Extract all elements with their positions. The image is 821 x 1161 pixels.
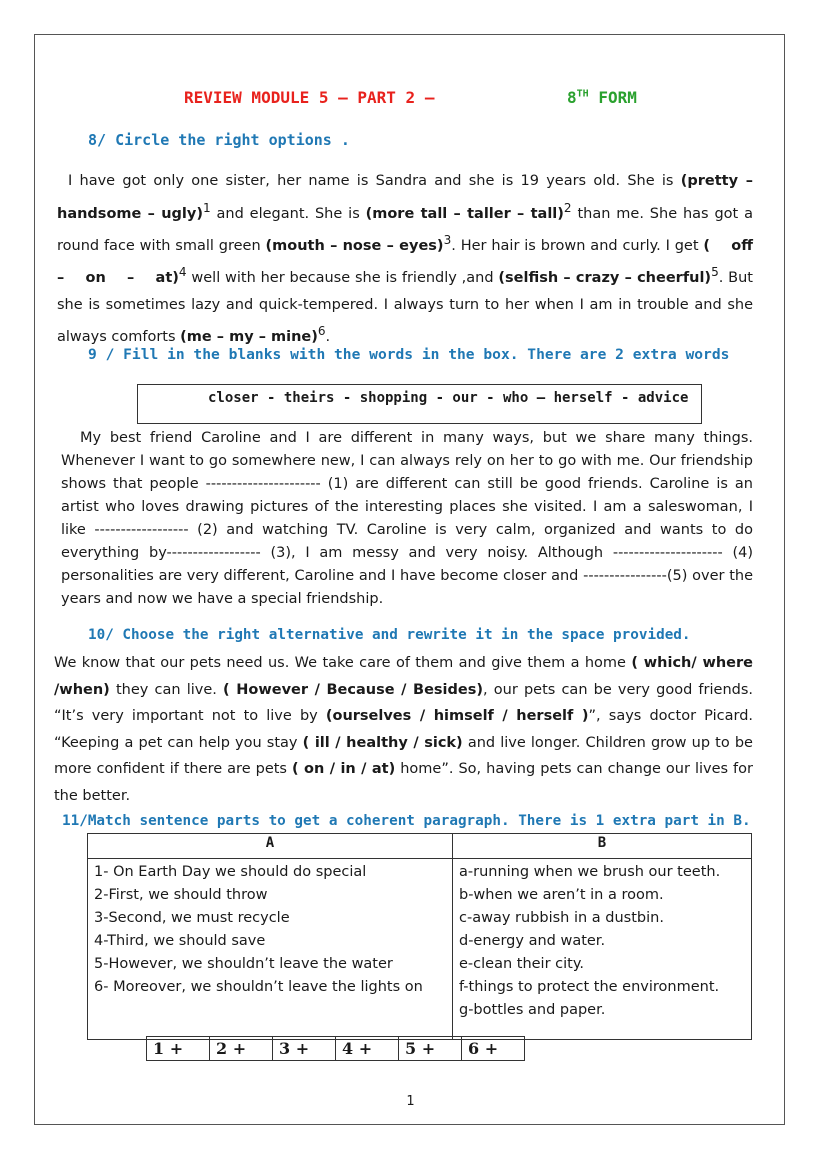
alt-5: ( on / in / at) [291,761,396,778]
ex9-paragraph: My best friend Caroline and I are different in many ways, but we share many things. Whenever I want to go somewhere new, I can always rely on her to go with me. Our friendship shows that people ---------------------- (1) are different can still be good friends. Caroline is an artist who loves drawing pictures of the interesting places she visited. I am a saleswoman, I like ------------------ (2) and watching TV. Caroline is very calm, organized and wants to do everything by------------------ (3), I am messy and very noisy. Although --------------------- (4) personalities are very different, Caroline and I have become closer and ----------------(5) over the years and now we have a special friendship. [61,430,753,607]
list-item: 3-Second, we must recycle [94,910,290,926]
column-a-header: A [88,834,453,859]
list-item: c-away rubbish in a dustbin. [459,910,664,926]
option-2: (more tall – taller – tall) [365,205,564,222]
ex9-heading: 9 / Fill in the blanks with the words in the box. There are 2 extra words [88,346,730,363]
alt-3: (ourselves / himself / herself ) [325,708,589,725]
list-item: 2-First, we should throw [94,887,268,903]
matching-table [87,833,752,1040]
ex11-heading: 11/Match sentence parts to get a coherent paragraph. There is 1 extra part in B. [62,813,751,829]
word-box: closer - theirs - shopping - our - who – herself - advice [137,384,702,424]
option-4: ( off – on – at) [57,237,753,287]
answer-cell-5[interactable]: 5 + [399,1037,462,1061]
ex10-heading: 10/ Choose the right alternative and rewrite it in the space provided. [88,627,691,643]
list-item: a-running when we brush our teeth. [459,864,721,880]
column-a [88,859,453,1040]
answer-cell-6[interactable]: 6 + [462,1037,525,1061]
list-item: e-clean their city. [459,956,584,972]
option-3: (mouth – nose – eyes) [265,237,444,254]
list-item: 5-However, we shouldn’t leave the water [94,956,393,972]
answer-cell-2[interactable]: 2 + [210,1037,273,1061]
list-item: d-energy and water. [459,933,606,949]
alt-2: ( However / Because / Besides) [223,681,483,698]
answer-cell-3[interactable]: 3 + [273,1037,336,1061]
alt-1: ( which/ where /when) [54,655,753,698]
ex8-heading: 8/ Circle the right options . [88,131,350,149]
list-item: g-bottles and paper. [459,1002,606,1018]
list-item: 1- On Earth Day we should do special [94,864,367,880]
answer-grid [146,1036,525,1061]
list-item: 4-Third, we should save [94,933,266,949]
option-5: (selfish – crazy – cheerful) [498,270,712,287]
ex8-paragraph: I have got only one sister, her name is Sandra and she is 19 years old. She is (pretty – handsome – ugly)$^1$ and elegant. She is (more tall – taller – tall)$^2$ than me. She has got a round face with small green (mouth – nose – eyes)$^3$. Her hair is brown and curly. I get ( off – on – at)$^4$ well with her because she is friendly ,and (selfish – crazy – cheerful)$^5$. But she is sometimes lazy and quick-tempered. I always turn to her when I am in trouble and she always comforts (me – my – mine)$^6$. [57,173,753,346]
list-item: f-things to protect the environment. [459,979,720,995]
option-1: (pretty – handsome – ugly) [57,173,753,222]
option-6: (me – my – mine) [180,329,318,346]
column-b-header: B [453,834,752,859]
column-b [453,859,752,1040]
page-number: 1 [406,1094,415,1109]
form-label: 8TH FORM [567,88,637,107]
alt-4: ( ill / healthy / sick) [302,734,463,751]
list-item: 6- Moreover, we shouldn’t leave the lights on [94,979,423,995]
answer-cell-1[interactable]: 1 + [147,1037,210,1061]
list-item: b-when we aren’t in a room. [459,887,664,903]
page-title: REVIEW MODULE 5 – PART 2 – [184,88,435,107]
answer-cell-4[interactable]: 4 + [336,1037,399,1061]
ex10-paragraph: We know that our pets need us. We take care of them and give them a home ( which/ where /when) they can live. ( However / Because / Besides), our pets can be very good friends. “It’s very important not to live by (ourselves / himself / herself )”, says doctor Picard. “Keeping a pet can help you stay ( ill / healthy / sick) and live longer. Children grow up to be more confident if there are pets ( on / in / at) home”. So, having pets can change our lives for the better. [54,655,754,804]
